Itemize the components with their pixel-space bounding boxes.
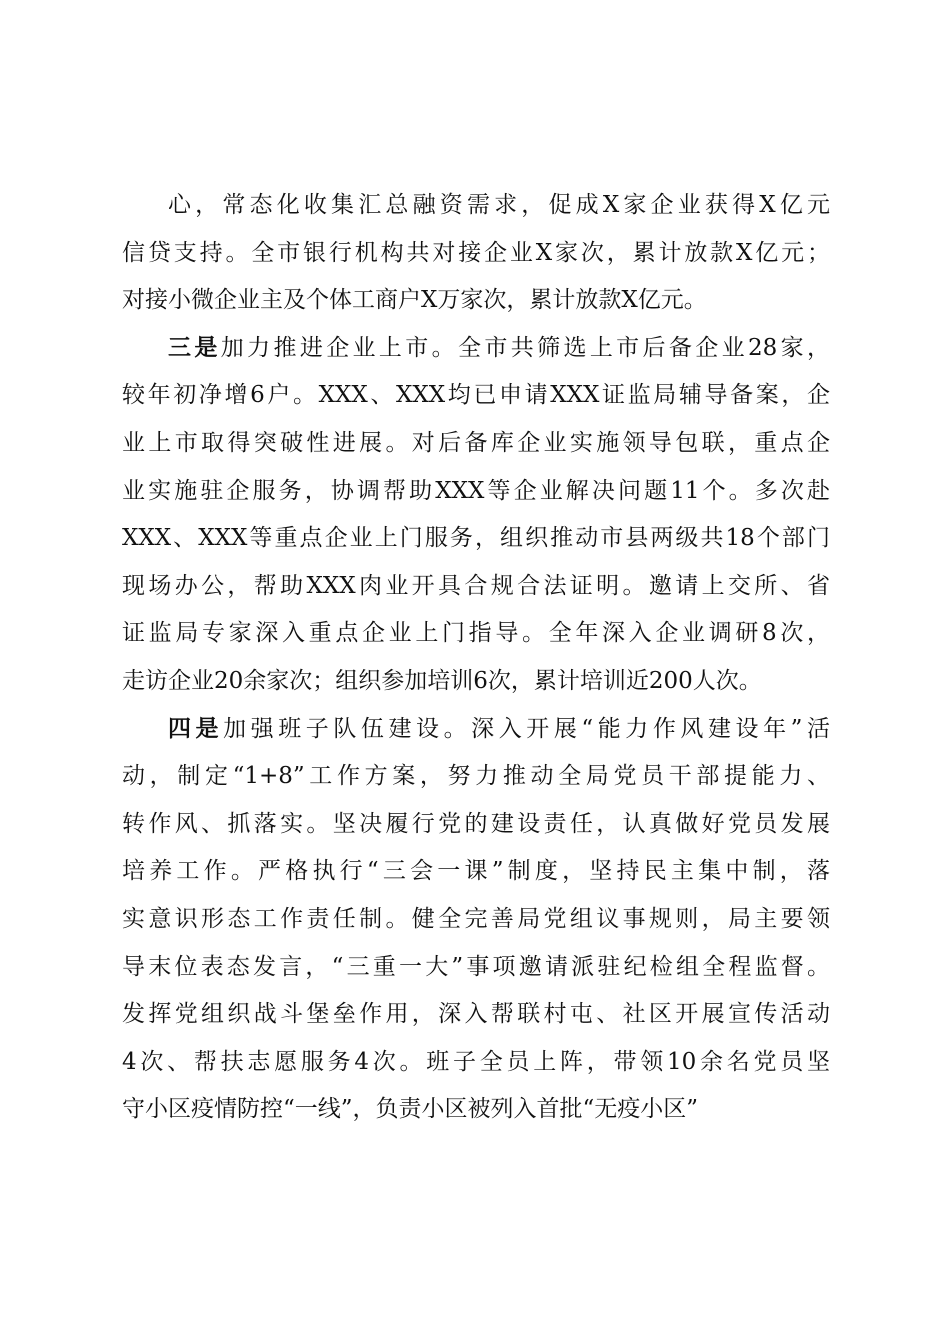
text-line: 对接小微企业主及个体工商户X万家次，累计放款X亿元。 [122, 287, 707, 314]
text-line: 4次、帮扶志愿服务4次。班子全员上阵，带领10余名党员坚 [122, 1048, 830, 1075]
text-line: 心，常态化收集汇总融资需求，促成X家企业获得X亿元 [168, 192, 830, 218]
paragraph-lead: 三是 [168, 334, 221, 361]
text-line: 较年初净增6户。XXX、XXX均已申请XXX证监局辅导备案，企 [122, 382, 830, 409]
text-line: 导末位表态发言，“三重一大”事项邀请派驻纪检组全程监督。 [122, 953, 830, 980]
text-line-rest: 加力推进企业上市。全市共筛选上市后备企业28家， [220, 334, 830, 361]
paragraph-financing [122, 182, 830, 325]
text-line: 业上市取得突破性进展。对后备库企业实施领导包联，重点企 [122, 429, 830, 456]
text-line: 守小区疫情防控“一线”，负责小区被列入首批“无疫小区” [122, 1096, 699, 1123]
text-line-with-lead [122, 706, 830, 754]
text-line: XXX、XXX等重点企业上门服务，组织推动市县两级共18个部门 [122, 525, 830, 552]
text-line: 业实施驻企服务，协调帮助XXX等企业解决问题11个。多次赴 [122, 477, 830, 504]
text-line: 发挥党组织战斗堡垒作用，深入帮联村屯、社区开展宣传活动 [122, 1001, 830, 1028]
text-line: 走访企业20余家次；组织参加培训6次，累计培训近200人次。 [122, 667, 762, 694]
paragraph-lead: 四是 [168, 715, 224, 742]
text-line-with-lead [122, 325, 830, 373]
text-line: 现场办公，帮助XXX肉业开具合规合法证明。邀请上交所、省 [122, 572, 830, 599]
text-line: 转作风、抓落实。坚决履行党的建设责任，认真做好党员发展 [122, 810, 830, 837]
body-text [122, 182, 830, 1134]
text-line: 动，制定“1+8”工作方案，努力推动全局党员干部提能力、 [122, 763, 830, 790]
paragraph-listing [122, 325, 830, 706]
text-line-rest: 加强班子队伍建设。深入开展“能力作风建设年”活 [223, 715, 830, 742]
text-line: 信贷支持。全市银行机构共对接企业X家次，累计放款X亿元； [122, 239, 830, 266]
text-line: 实意识形态工作责任制。健全完善局党组议事规则，局主要领 [122, 905, 830, 932]
text-line: 证监局专家深入重点企业上门指导。全年深入企业调研8次， [122, 620, 830, 647]
paragraph-team-building [122, 706, 830, 1134]
text-line: 培养工作。严格执行“三会一课”制度，坚持民主集中制，落 [122, 858, 830, 885]
